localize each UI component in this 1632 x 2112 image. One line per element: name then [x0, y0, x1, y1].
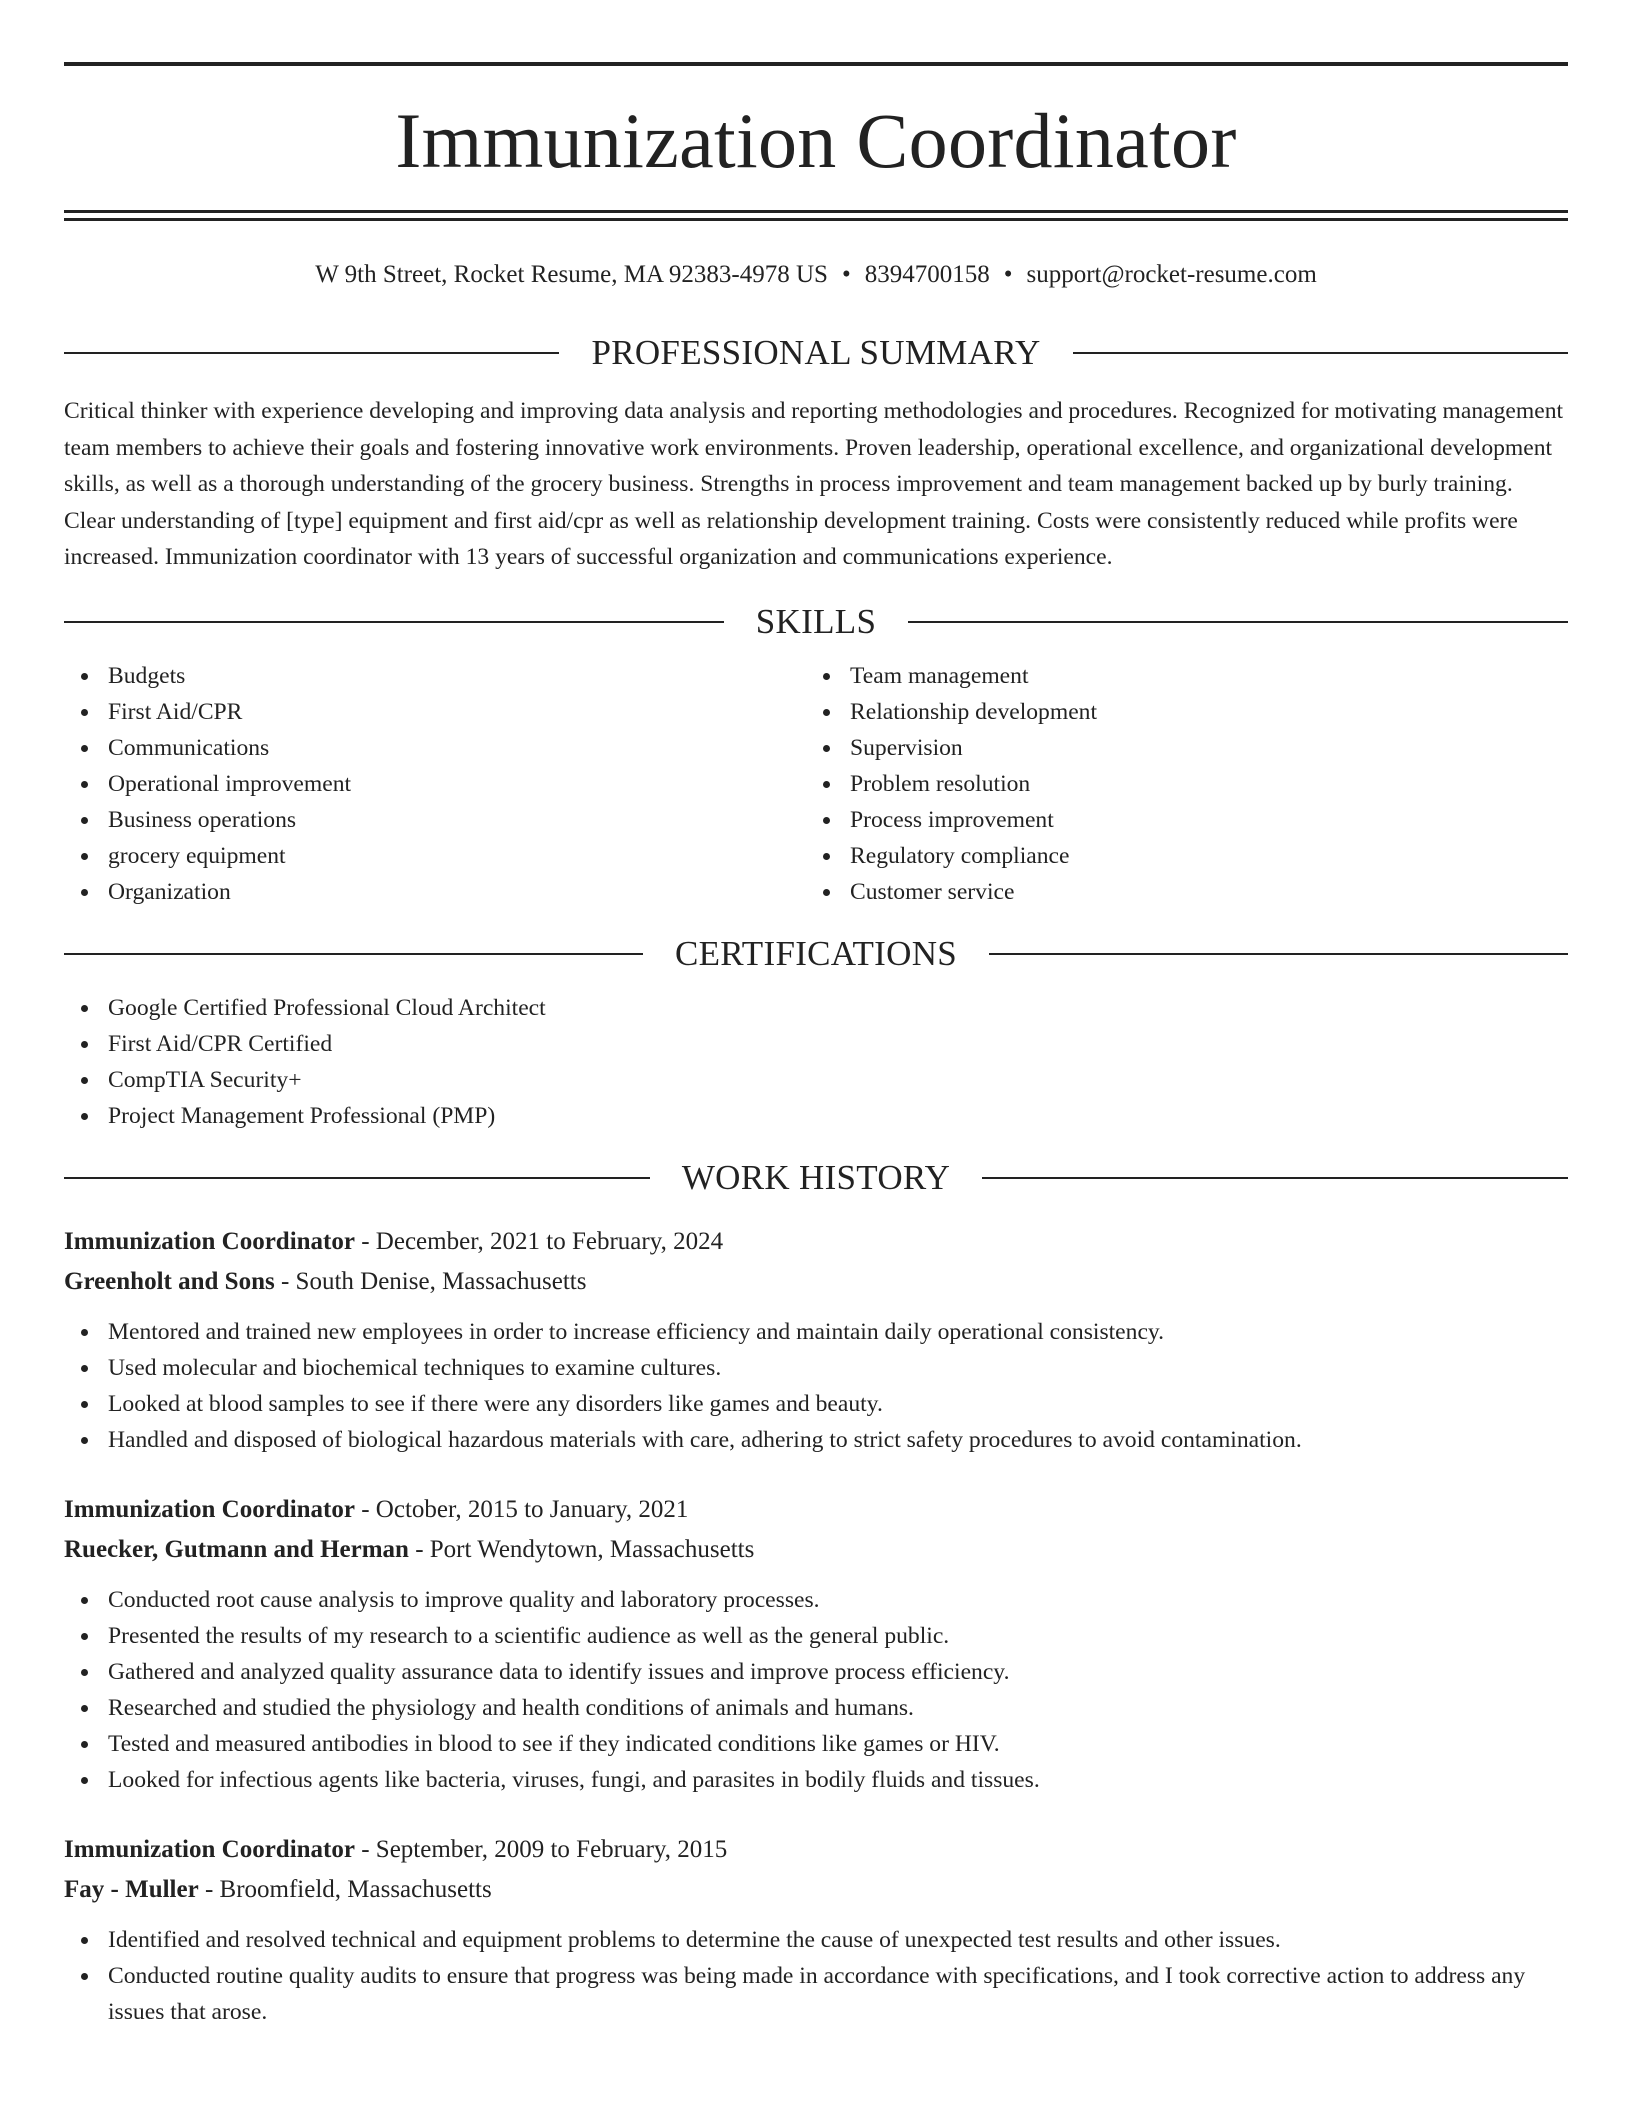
job-dates: - October, 2015 to January, 2021 — [354, 1495, 689, 1523]
job-title-line — [64, 1490, 1568, 1530]
job-bullet: Tested and measured antibodies in blood to see if they indicated conditions like games or HIV. — [64, 1726, 1568, 1762]
summary-text: Critical thinker with experience developing and improving data analysis and reporting methodologies and procedures. Recognized for motivating management team members to achieve their goals and fostering innovative work environments. Proven leadership, operational excellence, and organizational development skills, as well as a thorough understanding of the grocery business. Strengths in process improvement and team management backed up by burly training. Clear understanding of [type] equipment and first aid/cpr as well as relationship development training. Costs were consistently reduced while profits were increased. Immunization coordinator with 13 years of successful organization and communications experience. — [64, 398, 1564, 571]
certification-item: First Aid/CPR Certified — [64, 1026, 1568, 1062]
heading-rule — [908, 621, 1568, 623]
heading-rule — [64, 352, 559, 354]
job-bullet: Mentored and trained new employees in order to increase efficiency and maintain daily operational consistency. — [64, 1314, 1568, 1350]
job-entry — [64, 1222, 1568, 1458]
contact-address: W 9th Street, Rocket Resume, MA 92383-4978 US — [315, 261, 828, 288]
skill-item: Process improvement — [806, 802, 1548, 838]
skills-column-right — [806, 658, 1548, 910]
skills-heading — [64, 602, 1568, 642]
job-role: Immunization Coordinator — [64, 1495, 355, 1523]
top-rule — [64, 62, 1568, 66]
skill-item: Budgets — [64, 658, 806, 694]
skill-item: Communications — [64, 730, 806, 766]
certification-item: Project Management Professional (PMP) — [64, 1098, 1568, 1134]
job-company: Greenholt and Sons — [64, 1267, 275, 1295]
job-company-line — [64, 1870, 1568, 1910]
skill-item: Operational improvement — [64, 766, 806, 802]
skill-item: First Aid/CPR — [64, 694, 806, 730]
heading-rule — [64, 953, 643, 955]
skill-item: Organization — [64, 874, 806, 910]
job-bullet: Gathered and analyzed quality assurance data to identify issues and improve process efficiency. — [64, 1654, 1568, 1690]
heading-rule — [1073, 352, 1568, 354]
job-bullet: Conducted routine quality audits to ensure that progress was being made in accordance with specifications, and I took corrective action to address any issues that arose. — [64, 1958, 1568, 2030]
section-title: WORK HISTORY — [681, 1157, 951, 1197]
job-bullet: Looked for infectious agents like bacteria, viruses, fungi, and parasites in bodily fluids and tissues. — [64, 1762, 1568, 1798]
job-entry — [64, 1490, 1568, 1798]
section-title: PROFESSIONAL SUMMARY — [591, 333, 1041, 372]
job-bullet: Used molecular and biochemical techniques to examine cultures. — [64, 1350, 1568, 1386]
resume-name: Immunization Coordinator — [395, 97, 1237, 184]
job-dates: - December, 2021 to February, 2024 — [354, 1227, 724, 1255]
certification-item: Google Certified Professional Cloud Architect — [64, 990, 1568, 1026]
heading-rule — [982, 1177, 1568, 1179]
certification-item: CompTIA Security+ — [64, 1062, 1568, 1098]
skill-item: Business operations — [64, 802, 806, 838]
job-location: - Port Wendytown, Massachusetts — [408, 1535, 755, 1563]
contact-separator: • — [1003, 261, 1013, 288]
section-title: SKILLS — [755, 601, 877, 641]
certifications-list — [64, 990, 1568, 1134]
skill-item: Problem resolution — [806, 766, 1548, 802]
contact-separator: • — [841, 261, 851, 288]
skill-item: grocery equipment — [64, 838, 806, 874]
job-company: Ruecker, Gutmann and Herman — [64, 1535, 409, 1563]
job-location: - South Denise, Massachusetts — [274, 1267, 587, 1295]
job-role: Immunization Coordinator — [64, 1835, 355, 1863]
resume-page — [64, 62, 1568, 2030]
skills-list — [64, 658, 1568, 910]
section-title: CERTIFICATIONS — [674, 933, 958, 973]
certifications-heading — [64, 934, 1568, 974]
work-history-heading — [64, 1158, 1568, 1198]
job-bullet: Looked at blood samples to see if there were any disorders like games and beauty. — [64, 1386, 1568, 1422]
heading-rule — [64, 1177, 650, 1179]
job-company-line — [64, 1530, 1568, 1570]
skills-column-left — [64, 658, 806, 910]
skill-item: Relationship development — [806, 694, 1548, 730]
heading-rule — [989, 953, 1568, 955]
summary-heading — [64, 333, 1568, 373]
job-bullet: Identified and resolved technical and equipment problems to determine the cause of unexpected test results and other issues. — [64, 1922, 1568, 1958]
heading-rule — [64, 621, 724, 623]
job-title-line — [64, 1222, 1568, 1262]
contact-line — [64, 255, 1568, 295]
job-bullet: Handled and disposed of biological hazardous materials with care, adhering to strict safety procedures to avoid contamination. — [64, 1422, 1568, 1458]
job-bullet: Presented the results of my research to a scientific audience as well as the general public. — [64, 1618, 1568, 1654]
skill-item: Customer service — [806, 874, 1548, 910]
job-entry — [64, 1830, 1568, 2030]
job-company: Fay - Muller — [64, 1875, 199, 1903]
job-location: - Broomfield, Massachusetts — [198, 1875, 492, 1903]
contact-email: support@rocket-resume.com — [1026, 261, 1317, 288]
job-role: Immunization Coordinator — [64, 1227, 355, 1255]
contact-phone: 8394700158 — [864, 261, 990, 288]
job-company-line — [64, 1262, 1568, 1302]
job-bullet: Researched and studied the physiology and health conditions of animals and humans. — [64, 1690, 1568, 1726]
job-bullet: Conducted root cause analysis to improve quality and laboratory processes. — [64, 1582, 1568, 1618]
skill-item: Regulatory compliance — [806, 838, 1548, 874]
header-double-rule — [64, 210, 1568, 221]
job-title-line — [64, 1830, 1568, 1870]
skill-item: Team management — [806, 658, 1548, 694]
job-dates: - September, 2009 to February, 2015 — [354, 1835, 728, 1863]
skill-item: Supervision — [806, 730, 1548, 766]
